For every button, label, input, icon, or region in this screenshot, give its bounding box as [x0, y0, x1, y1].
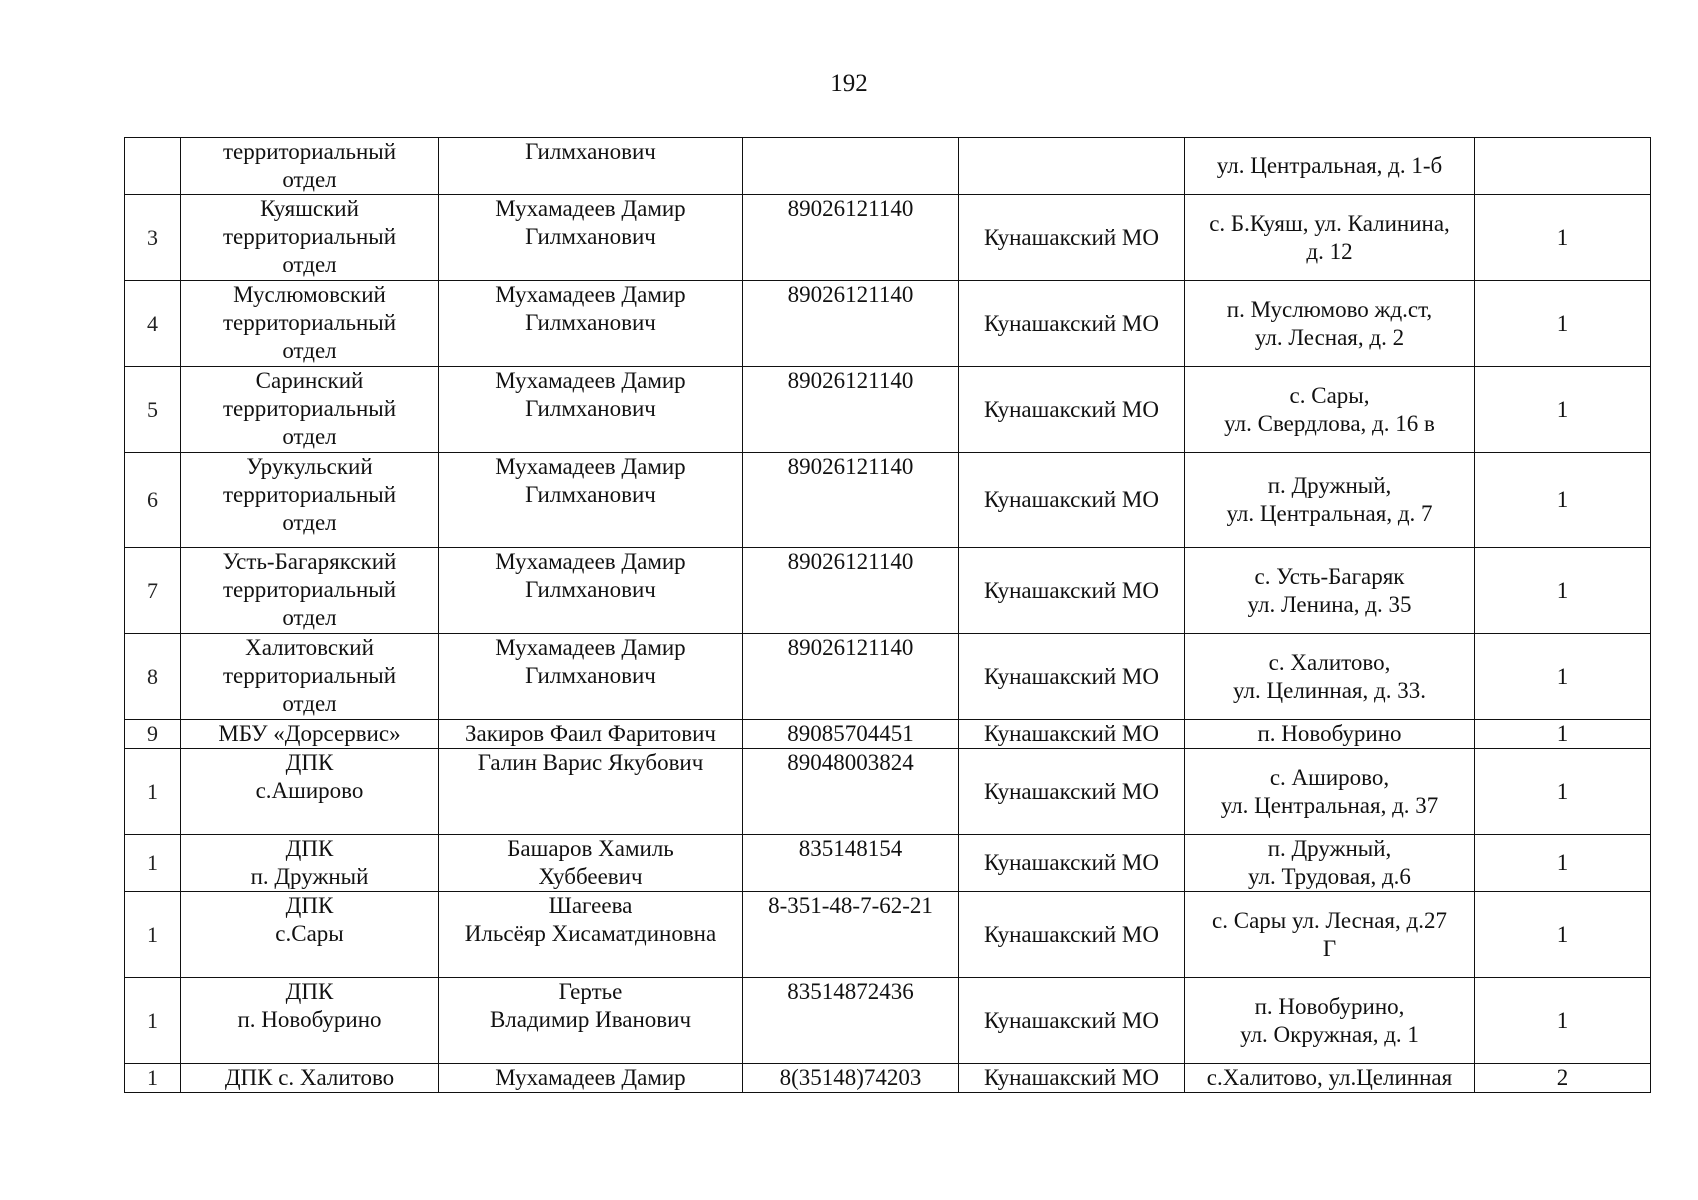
municipality-cell: Кунашакский МО [959, 835, 1185, 892]
responsible-person-cell [439, 634, 743, 720]
phone-cell: 89026121140 [743, 281, 959, 367]
responsible-person-line: Гилмханович [525, 663, 656, 688]
responsible-person-cell [439, 548, 743, 634]
organization-cell [181, 892, 439, 978]
address-line: с. Усть-Багаряк [1254, 563, 1405, 589]
row-number: 1 [125, 749, 181, 835]
responsible-person-cell [439, 720, 743, 749]
organization-line: Усть-Багарякский [222, 549, 397, 574]
row-number: 9 [125, 720, 181, 749]
organization-line: отдел [282, 691, 337, 716]
responsible-person-line: Гилмханович [525, 396, 656, 421]
municipality-cell: Кунашакский МО [959, 634, 1185, 720]
address-cell [1185, 720, 1475, 749]
phone-cell: 89048003824 [743, 749, 959, 835]
organization-cell [181, 634, 439, 720]
address-line: с. Сары, [1289, 382, 1370, 408]
responsible-person-cell [439, 749, 743, 835]
page-number: 192 [830, 70, 868, 97]
responsible-person-cell [439, 892, 743, 978]
organization-cell [181, 281, 439, 367]
count-cell: 1 [1475, 281, 1651, 367]
address-cell [1185, 548, 1475, 634]
responsible-person-line: Шагеева [548, 893, 633, 918]
organization-line: Халитовский [245, 635, 374, 660]
address-cell [1185, 195, 1475, 281]
organization-line: с.Сары [275, 921, 344, 946]
responsible-person-line: Башаров Хамиль [507, 836, 674, 861]
count-cell: 2 [1475, 1064, 1651, 1093]
count-cell: 1 [1475, 195, 1651, 281]
organization-cell [181, 1064, 439, 1093]
organization-line: территориальный [222, 482, 397, 507]
phone-cell: 835148154 [743, 835, 959, 892]
phone-cell: 89085704451 [743, 720, 959, 749]
table-row [125, 835, 1651, 892]
phone-cell [743, 138, 959, 195]
responsible-person-line: Ильсёяр Хисаматдиновна [464, 921, 717, 946]
organization-line: с.Аширово [255, 778, 364, 803]
phone-cell: 83514872436 [743, 978, 959, 1064]
organization-line: отдел [282, 252, 337, 277]
address-line: ул. Лесная, д. 2 [1254, 324, 1405, 350]
phone-cell: 89026121140 [743, 453, 959, 548]
organization-line: ДПК [285, 893, 334, 918]
count-cell: 1 [1475, 634, 1651, 720]
municipality-cell: Кунашакский МО [959, 892, 1185, 978]
address-cell [1185, 453, 1475, 548]
phone-cell: 89026121140 [743, 634, 959, 720]
responsible-person-line: Гилмханович [525, 310, 656, 335]
address-line: ул. Центральная, д. 1-б [1216, 153, 1443, 178]
address-cell [1185, 1064, 1475, 1093]
responsible-person-line: Хуббеевич [538, 864, 643, 889]
organization-cell [181, 749, 439, 835]
responsible-person-cell [439, 835, 743, 892]
address-line: п. Муслюмово жд.ст, [1226, 296, 1433, 322]
row-number: 8 [125, 634, 181, 720]
responsible-person-cell [439, 453, 743, 548]
responsible-person-cell [439, 138, 743, 195]
table-row [125, 453, 1651, 548]
count-cell: 1 [1475, 749, 1651, 835]
responsible-person-line: Гилмханович [525, 482, 656, 507]
count-cell: 1 [1475, 453, 1651, 548]
address-line: ул. Свердлова, д. 16 в [1224, 410, 1435, 436]
table-row [125, 978, 1651, 1064]
organization-line: территориальный [222, 577, 397, 602]
row-number: 7 [125, 548, 181, 634]
address-line: с. Халитово, [1268, 649, 1391, 675]
responsible-person-cell [439, 978, 743, 1064]
responsible-person-line: Мухамадеев Дамир [495, 1065, 686, 1090]
address-line: с.Халитово, ул.Целинная [1206, 1065, 1453, 1090]
responsible-person-line: Мухамадеев Дамир [495, 196, 686, 221]
responsible-person-cell [439, 367, 743, 453]
address-line: ул. Целинная, д. 33. [1233, 677, 1426, 703]
municipality-cell: Кунашакский МО [959, 720, 1185, 749]
organization-line: ДПК [285, 750, 334, 775]
organization-cell [181, 720, 439, 749]
address-line: Г [1322, 935, 1337, 961]
row-number: 6 [125, 453, 181, 548]
municipality-cell: Кунашакский МО [959, 749, 1185, 835]
organization-line: отдел [282, 424, 337, 449]
organization-cell [181, 195, 439, 281]
municipality-cell: Кунашакский МО [959, 281, 1185, 367]
organization-line: отдел [282, 167, 337, 192]
count-cell: 1 [1475, 548, 1651, 634]
municipality-cell: Кунашакский МО [959, 453, 1185, 548]
table-row [125, 1064, 1651, 1093]
address-line: ул. Ленина, д. 35 [1247, 591, 1412, 617]
organization-line: территориальный [222, 139, 397, 164]
organizations-table [124, 137, 1651, 1093]
row-number: 1 [125, 835, 181, 892]
organization-line: Саринский [255, 368, 364, 393]
organization-line: ДПК с. Халитово [224, 1065, 395, 1090]
municipality-cell [959, 138, 1185, 195]
table-row [125, 749, 1651, 835]
organization-line: отдел [282, 605, 337, 630]
responsible-person-line: Мухамадеев Дамир [495, 635, 686, 660]
address-cell [1185, 892, 1475, 978]
organization-line: территориальный [222, 396, 397, 421]
table-body [125, 138, 1651, 1093]
address-line: п. Новобурино, [1254, 993, 1405, 1019]
responsible-person-line: Мухамадеев Дамир [495, 282, 686, 307]
phone-cell: 89026121140 [743, 195, 959, 281]
address-cell [1185, 634, 1475, 720]
row-number: 1 [125, 978, 181, 1064]
row-number: 1 [125, 892, 181, 978]
address-cell [1185, 835, 1475, 892]
organization-cell [181, 978, 439, 1064]
address-cell [1185, 367, 1475, 453]
address-cell [1185, 138, 1475, 195]
count-cell: 1 [1475, 367, 1651, 453]
responsible-person-line: Закиров Фаил Фаритович [465, 721, 716, 746]
address-line: ул. Трудовая, д.6 [1248, 864, 1411, 889]
address-cell [1185, 749, 1475, 835]
responsible-person-cell [439, 281, 743, 367]
address-line: с. Аширово, [1269, 764, 1390, 790]
organization-line: п. Дружный [250, 864, 369, 889]
address-line: п. Новобурино [1257, 721, 1402, 746]
organization-line: Куяшский [260, 196, 359, 221]
organization-line: территориальный [222, 310, 397, 335]
organization-line: территориальный [222, 224, 397, 249]
municipality-cell: Кунашакский МО [959, 978, 1185, 1064]
row-number: 5 [125, 367, 181, 453]
count-cell: 1 [1475, 892, 1651, 978]
count-cell: 1 [1475, 978, 1651, 1064]
organization-cell [181, 453, 439, 548]
table-row [125, 634, 1651, 720]
address-line: п. Дружный, [1267, 473, 1392, 498]
row-number: 4 [125, 281, 181, 367]
responsible-person-line: Мухамадеев Дамир [495, 368, 686, 393]
organization-line: МБУ «Дорсервис» [218, 721, 401, 746]
address-cell [1185, 281, 1475, 367]
organization-line: отдел [282, 338, 337, 363]
address-line: с. Сары ул. Лесная, д.27 [1212, 907, 1447, 933]
address-line: ул. Центральная, д. 7 [1226, 501, 1433, 526]
table-row [125, 548, 1651, 634]
responsible-person-line: Гилмханович [525, 139, 656, 164]
responsible-person-line: Мухамадеев Дамир [495, 549, 686, 574]
organization-cell [181, 367, 439, 453]
municipality-cell: Кунашакский МО [959, 548, 1185, 634]
organization-cell [181, 138, 439, 195]
municipality-cell: Кунашакский МО [959, 195, 1185, 281]
phone-cell: 8(35148)74203 [743, 1064, 959, 1093]
address-line: ул. Окружная, д. 1 [1240, 1021, 1419, 1047]
responsible-person-cell [439, 1064, 743, 1093]
municipality-cell: Кунашакский МО [959, 367, 1185, 453]
row-number [125, 138, 181, 195]
organization-line: ДПК [285, 836, 334, 861]
responsible-person-line: Мухамадеев Дамир [495, 454, 686, 479]
address-line: д. 12 [1306, 238, 1353, 264]
table-row [125, 892, 1651, 978]
organization-line: п. Новобурино [237, 1007, 382, 1032]
phone-cell: 8-351-48-7-62-21 [743, 892, 959, 978]
responsible-person-line: Галин Варис Якубович [477, 750, 704, 775]
phone-cell: 89026121140 [743, 367, 959, 453]
organization-line: ДПК [285, 979, 334, 1004]
municipality-cell: Кунашакский МО [959, 1064, 1185, 1093]
table-row [125, 367, 1651, 453]
organization-line: отдел [282, 510, 337, 535]
responsible-person-line: Гертье [558, 979, 623, 1004]
responsible-person-line: Владимир Иванович [489, 1007, 692, 1032]
table-row [125, 195, 1651, 281]
organization-cell [181, 835, 439, 892]
address-line: ул. Центральная, д. 37 [1220, 792, 1439, 818]
responsible-person-line: Гилмханович [525, 577, 656, 602]
organization-cell [181, 548, 439, 634]
address-line: с. Б.Куяш, ул. Калинина, [1209, 210, 1450, 236]
table-row [125, 720, 1651, 749]
row-number: 3 [125, 195, 181, 281]
phone-cell: 89026121140 [743, 548, 959, 634]
responsible-person-cell [439, 195, 743, 281]
organization-line: территориальный [222, 663, 397, 688]
address-line: п. Дружный, [1267, 836, 1392, 861]
table-row [125, 138, 1651, 195]
organization-line: Муслюмовский [233, 282, 386, 307]
address-cell [1185, 978, 1475, 1064]
count-cell: 1 [1475, 835, 1651, 892]
organization-line: Урукульский [246, 454, 373, 479]
row-number: 1 [125, 1064, 181, 1093]
count-cell: 1 [1475, 720, 1651, 749]
table-row [125, 281, 1651, 367]
responsible-person-line: Гилмханович [525, 224, 656, 249]
count-cell [1475, 138, 1651, 195]
